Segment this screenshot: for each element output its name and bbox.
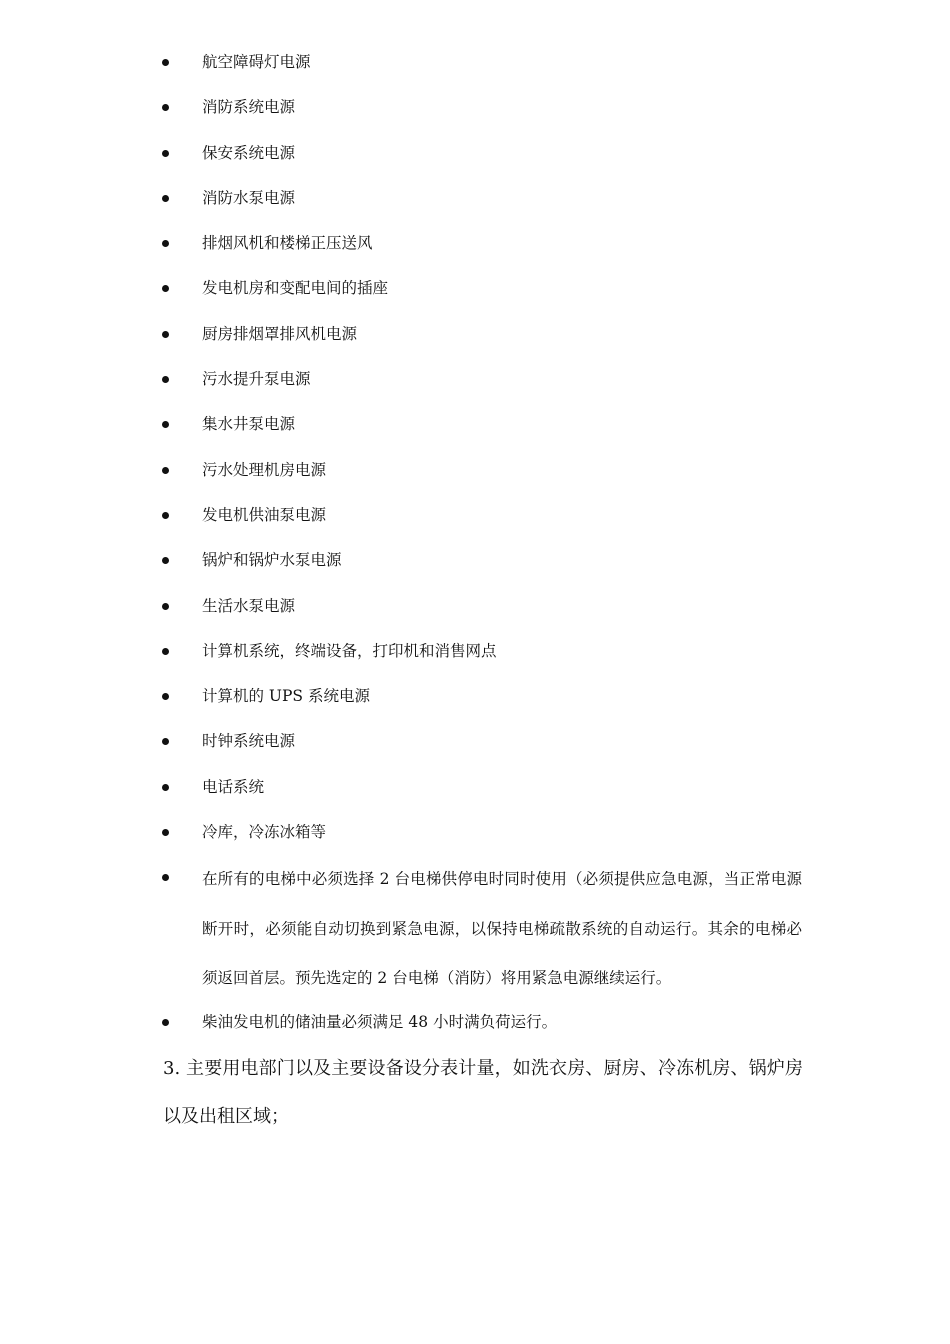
bullet-dot — [162, 376, 169, 383]
list-item-elevator — [0, 855, 950, 1000]
power-supply-list — [0, 40, 950, 1046]
list-item-text: 计算机的 UPS 系统电源 — [202, 687, 370, 706]
bullet-dot — [162, 874, 169, 881]
bullet-dot — [162, 557, 169, 564]
list-item-text: 计算机系统，终端设备，打印机和消售网点 — [202, 641, 497, 660]
list-item-text: 污水提升泵电源 — [202, 370, 311, 389]
bullet-dot — [162, 421, 169, 428]
diesel-text: 柴油发电机的储油量必须满足 48 小时满负荷运行。 — [202, 1013, 558, 1032]
list-item-text: 排烟风机和楼梯正压送风 — [202, 234, 373, 253]
list-item-text: 电话系统 — [202, 777, 265, 796]
bullet-dot — [162, 104, 169, 111]
list-item — [0, 538, 950, 583]
list-item — [0, 402, 950, 447]
list-item — [0, 357, 950, 402]
list-item — [0, 584, 950, 629]
list-item — [0, 221, 950, 266]
list-item-text: 时钟系统电源 — [202, 732, 296, 751]
bullet-dot — [162, 829, 169, 836]
bullet-dot — [162, 738, 169, 745]
bullet-dot — [162, 784, 169, 791]
bullet-dot — [162, 467, 169, 474]
list-item — [0, 131, 950, 176]
list-item-text: 保安系统电源 — [202, 143, 296, 162]
bullet-dot — [162, 603, 169, 610]
list-item — [0, 629, 950, 674]
list-item-text: 消防系统电源 — [202, 98, 296, 117]
bullet-dot — [162, 331, 169, 338]
list-item — [0, 448, 950, 493]
list-item-text: 锅炉和锅炉水泵电源 — [202, 551, 342, 570]
list-item-text: 航空障碍灯电源 — [202, 53, 311, 71]
list-item-text: 生活水泵电源 — [202, 596, 296, 615]
bullet-dot — [162, 285, 169, 292]
list-item-diesel — [0, 1000, 950, 1045]
elevator-text: 在所有的电梯中必须选择 2 台电梯供停电时同时使用（必须提供应急电源，当正常电源断开时，必须能自动切换到紧急电源，以保持电梯疏散系统的自动运行。其余的电梯必须返回首层。预先选定的 2 台电梯（消防）将用紧急电源继续运行。 — [202, 870, 802, 988]
list-item — [0, 765, 950, 810]
list-item-text: 厨房排烟罩排风机电源 — [202, 324, 358, 343]
bullet-dot — [162, 240, 169, 247]
list-item — [0, 810, 950, 855]
list-item-text: 发电机供油泵电源 — [202, 505, 327, 524]
section-3-paragraph: 3. 主要用电部门以及主要设备设分表计量，如洗衣房、厨房、冷冻机房、锅炉房以及出租区域； — [163, 1058, 803, 1127]
bullet-dot — [162, 59, 169, 66]
bullet-dot — [162, 512, 169, 519]
list-item — [0, 674, 950, 719]
list-item-text: 集水井泵电源 — [202, 415, 296, 434]
list-item — [0, 312, 950, 357]
list-item-text: 消防水泵电源 — [202, 188, 296, 207]
list-item-text: 污水处理机房电源 — [202, 460, 327, 479]
list-item — [0, 176, 950, 221]
bullet-dot — [162, 693, 169, 700]
bullet-dot — [162, 150, 169, 157]
list-item-text: 发电机房和变配电间的插座 — [202, 279, 389, 298]
list-item — [0, 719, 950, 764]
list-item — [0, 40, 950, 85]
list-item — [0, 493, 950, 538]
list-item — [0, 85, 950, 130]
bullet-dot — [162, 648, 169, 655]
list-item — [0, 266, 950, 311]
bullet-dot — [162, 195, 169, 202]
bullet-dot — [162, 1019, 169, 1026]
list-item-text: 冷库，冷冻冰箱等 — [202, 823, 327, 842]
